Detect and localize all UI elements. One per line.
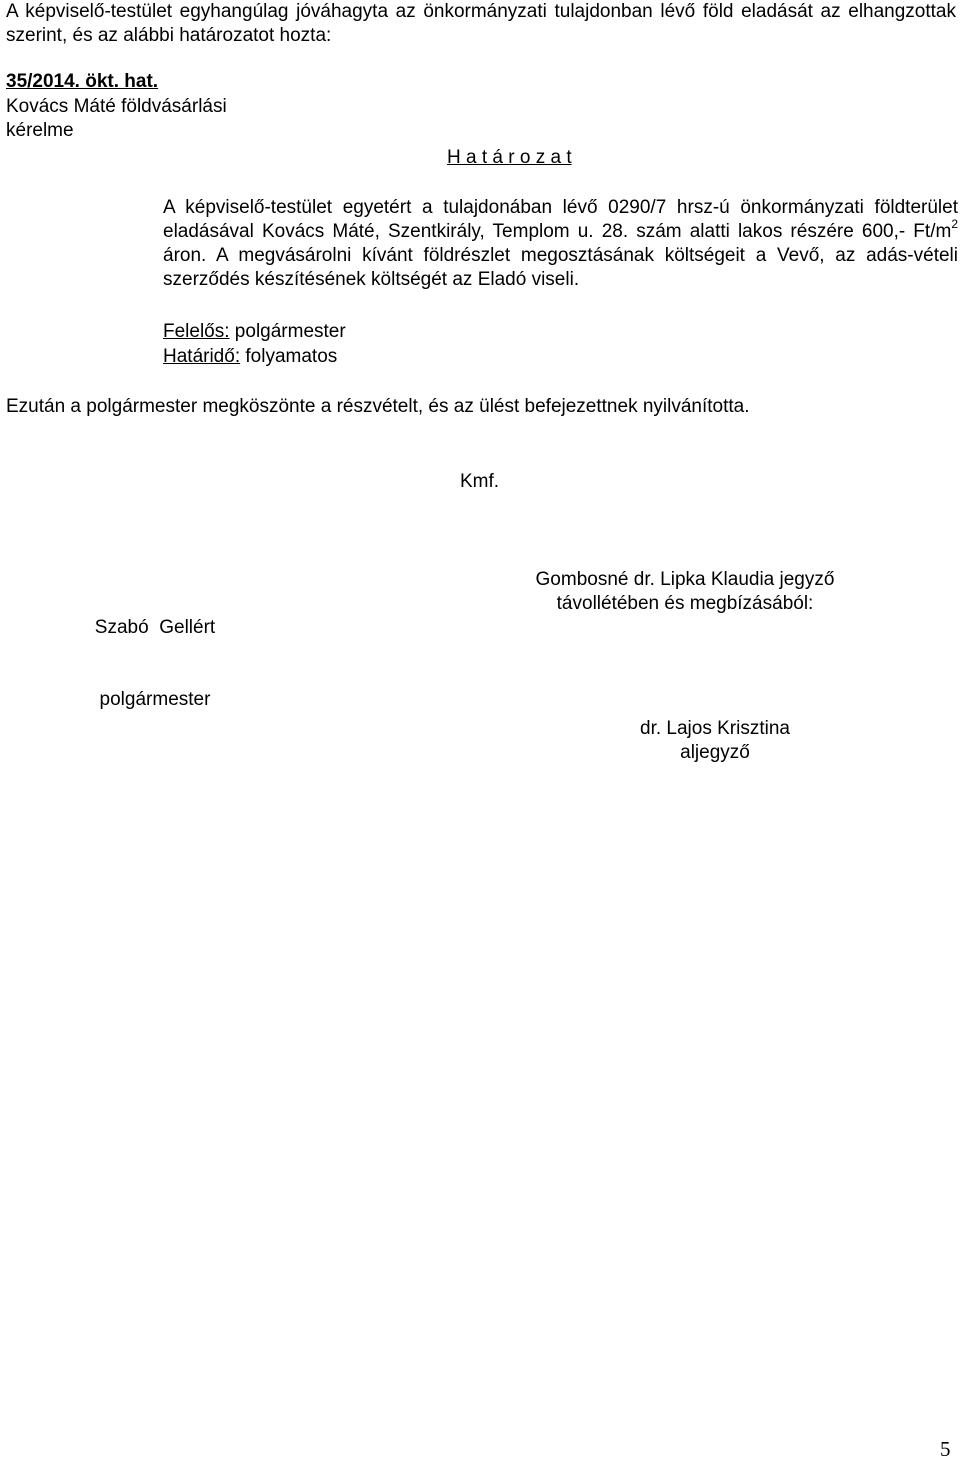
signature-bottom-title: aljegyző [680, 742, 750, 763]
signature-bottom [595, 717, 835, 765]
kmf-label: Kmf. [460, 471, 500, 492]
resolution-deadline [163, 345, 337, 369]
responsible-value: polgármester [229, 321, 346, 342]
resolution-heading: H a t á r o z a t [447, 147, 572, 168]
deadline-value: folyamatos [240, 346, 338, 367]
resolution-body-part1: A képviselő-testület egyetért a tulajdonában lévő 0290/7 hrsz-ú önkormányzati földterület eladásával Kovács Máté, Szentkirály, Templom u. 28. szám alatti lakos részére 600,- Ft/m [163, 197, 958, 242]
resolution-subject-line1: Kovács Máté földvásárlási [6, 96, 227, 117]
resolution-number: 35/2014. ökt. hat. [6, 71, 159, 92]
signature-left-name: Szabó Gellért [94, 617, 216, 638]
signature-right-line1: Gombosné dr. Lipka Klaudia jegyző [535, 569, 835, 590]
intro-text: A képviselő-testület egyhangúlag jóváhagyta az önkormányzati tulajdonban lévő föld eladását az elhangzottak szerint, és az alábbi határozatot hozta: [6, 1, 956, 46]
resolution-body [163, 196, 958, 292]
signature-right-line2: távollétében és megbízásából: [556, 593, 814, 614]
responsible-label: Felelős: [163, 321, 230, 342]
resolution-subject-line2: kérelme [6, 120, 74, 141]
resolution-body-sup: 2 [951, 216, 958, 231]
page-number: 5 [940, 1437, 951, 1461]
deadline-label: Határidő: [163, 346, 241, 367]
resolution-subject [6, 95, 227, 143]
signature-left [60, 568, 250, 736]
closing-paragraph: Ezután a polgármester megköszönte a részvételt, és az ülést befejezettnek nyilvánította. [6, 396, 750, 417]
signature-right [500, 568, 870, 616]
resolution-body-part2: áron. A megvásárolni kívánt földrészlet megosztásának költségeit a Vevő, az adás-vételi szerződés készítésének költségét az Eladó viseli. [163, 245, 958, 290]
signature-bottom-name: dr. Lajos Krisztina [640, 718, 790, 739]
intro-paragraph [6, 0, 956, 48]
resolution-responsible [163, 320, 346, 344]
signature-left-title: polgármester [99, 689, 211, 710]
